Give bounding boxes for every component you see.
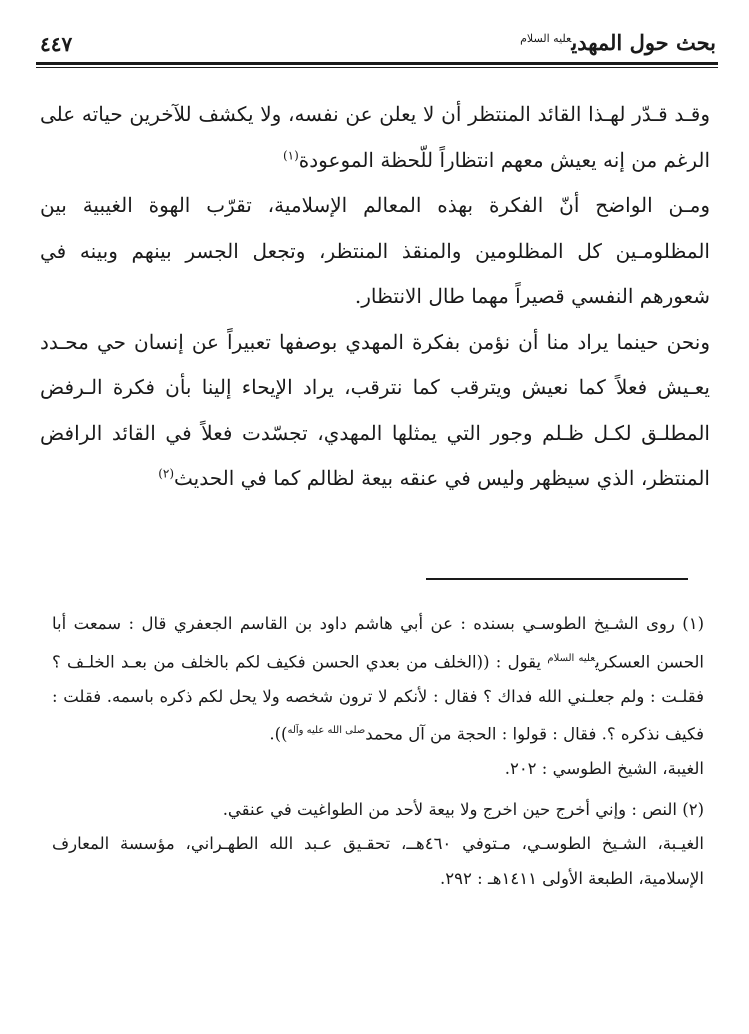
footnotes bbox=[52, 607, 704, 896]
footnote-ref-1: (١) bbox=[282, 147, 299, 162]
paragraph-1-text: وقـد قـدّر لهـذا القائد المنتظر أن لا يعلن عن نفسه، ولا يكشف للآخرين حياته على الرغم من إنه يعيش معهم انتظاراً للّحظة الموعودة bbox=[40, 102, 710, 172]
page-number: ٤٤٧ bbox=[40, 32, 73, 56]
paragraph-1 bbox=[40, 92, 710, 183]
footnote-2: (٢) النص : وإني أخرج حين اخرج ولا بيعة لأحد من الطواغيت في عنقي. bbox=[222, 799, 704, 819]
footnote-1-part-a: (١) روى الشـيخ الطوسـي بسنده : عن أبي هاشم داود بن القاسم الجعفري قال : سمعت أبا الحسن العسكري bbox=[52, 614, 704, 671]
honorific-glyph: صلى الله عليه وآله bbox=[287, 725, 366, 736]
header-rule-thin bbox=[36, 67, 718, 68]
footnote-1-part-c: )). bbox=[269, 724, 288, 744]
honorific-glyph: عليه السلام bbox=[520, 32, 572, 45]
footnote-ref-2: (٢) bbox=[158, 466, 175, 481]
footnote-1-part-b: يقول : ((الخلف من بعدي الحسن فكيف لكم بالخلف من بعـد الخلـف ؟ فقلـت : ولم جعلـني الله فداك ؟ فقال : لأنكم لا ترون شخصه ولا يحل لكم ذكره باسمه. فقلت : فكيف نذكره ؟. فقال : قولوا : الحجة من آل محمد bbox=[52, 652, 704, 744]
footnote-1-source: الغيبة، الشيخ الطوسي : ٢٠٢. bbox=[504, 759, 704, 778]
paragraph-2: ومـن الواضح أنّ الفكرة بهذه المعالم الإسلامية، تقرّب الهوة الغيبية بين المظلومـين كل المظلومين والمنقذ المنتظر، وتجعل الجسر بينهم وبينه في شعورهم النفسي قصيراً مهما طال الانتظار. bbox=[40, 193, 710, 308]
header-rule-thick bbox=[36, 62, 718, 65]
footnote-separator bbox=[426, 578, 688, 580]
main-text bbox=[40, 92, 710, 502]
paragraph-3-text: ونحن حينما يراد منا أن نؤمن بفكرة المهدي بوصفها تعبيراً عن إنسان حي محـدد يعـيش فعلاً كما نعيش ويترقب كما نترقب، يراد الإيحاء إلينا بأن فكرة الـرفض المطلـق لكـل ظـلم وجور التي يمثلها المهدي، تجسّدت فعلاً في القائد الرافض المنتظر، الذي سيظهر وليس في عنقه بيعة لظالم كما في الحديث bbox=[40, 329, 710, 490]
running-title-text: بحث حول المهدي bbox=[571, 30, 716, 55]
page-header bbox=[40, 26, 716, 60]
honorific-glyph: عليه السلام bbox=[547, 652, 596, 664]
footnote-2-source: الغيـبة، الشـيخ الطوسـي، مـتوفي ٤٦٠هــ، تحقـيق عـبد الله الطهـراني، مؤسسة المعارف الإسلامية، الطبعة الأولى ١٤١١هـ : ٢٩٢. bbox=[52, 834, 704, 888]
paragraph-3 bbox=[40, 320, 710, 502]
footnote-1 bbox=[52, 607, 704, 752]
running-title bbox=[520, 30, 716, 55]
